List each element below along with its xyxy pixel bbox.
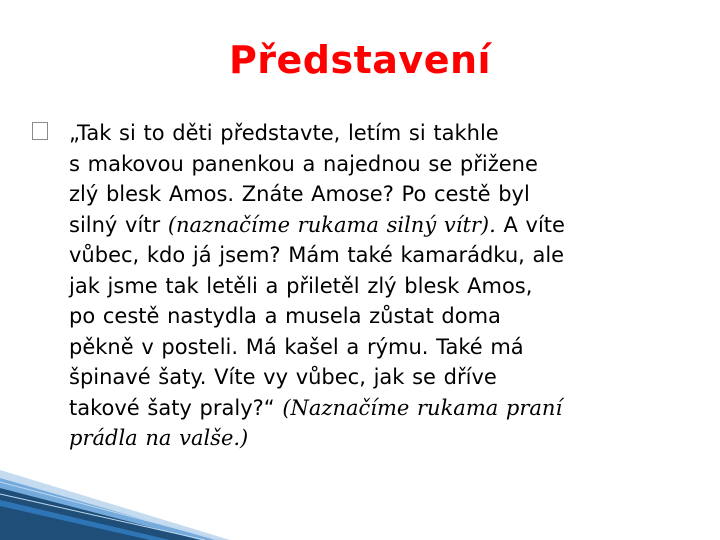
text-line (69, 362, 692, 393)
italic-run: (naznačíme rukama silný vítr). (167, 212, 496, 237)
italic-run: prádla na valše.) (69, 426, 249, 450)
text-line (69, 240, 692, 271)
text-line (69, 271, 692, 302)
text-run: vůbec, kdo já jsem? Mám také kamarádku, ale (69, 243, 565, 267)
text-run: takové šaty praly?“ (69, 395, 283, 420)
text-run: zlý blesk Amos. Znáte Amose? Po cestě byl (69, 182, 530, 206)
text-run: A víte (495, 212, 565, 237)
text-run: po cestě nastydla a musela zůstat doma (69, 304, 501, 328)
text-run: pěkně v posteli. Má kašel a rýmu. Také má (69, 334, 524, 359)
text-line (69, 210, 692, 241)
text-run: s makovou panenkou a najednou se přižene (69, 151, 538, 176)
text-line (69, 149, 692, 180)
text-run: špinavé šaty. Víte vy vůbec, jak se dříve (69, 365, 497, 389)
bullet-paragraph (32, 118, 692, 454)
bullet-box-icon (32, 122, 48, 140)
text-line (69, 118, 692, 149)
text-line (69, 179, 692, 210)
text-line (69, 393, 692, 424)
text-run: jak jsme tak letěli a přiletěl zlý blesk Amos, (69, 273, 533, 298)
text-run: silný vítr (69, 212, 168, 237)
text-line (69, 301, 692, 332)
italic-run: (Naznačíme rukama praní (282, 395, 563, 420)
decorative-swoosh (0, 448, 720, 540)
text-line (69, 332, 692, 363)
body-text (69, 118, 692, 454)
text-run: „Tak si to děti představte, letím si takhle (69, 121, 499, 145)
slide-title: Představení (228, 38, 492, 82)
